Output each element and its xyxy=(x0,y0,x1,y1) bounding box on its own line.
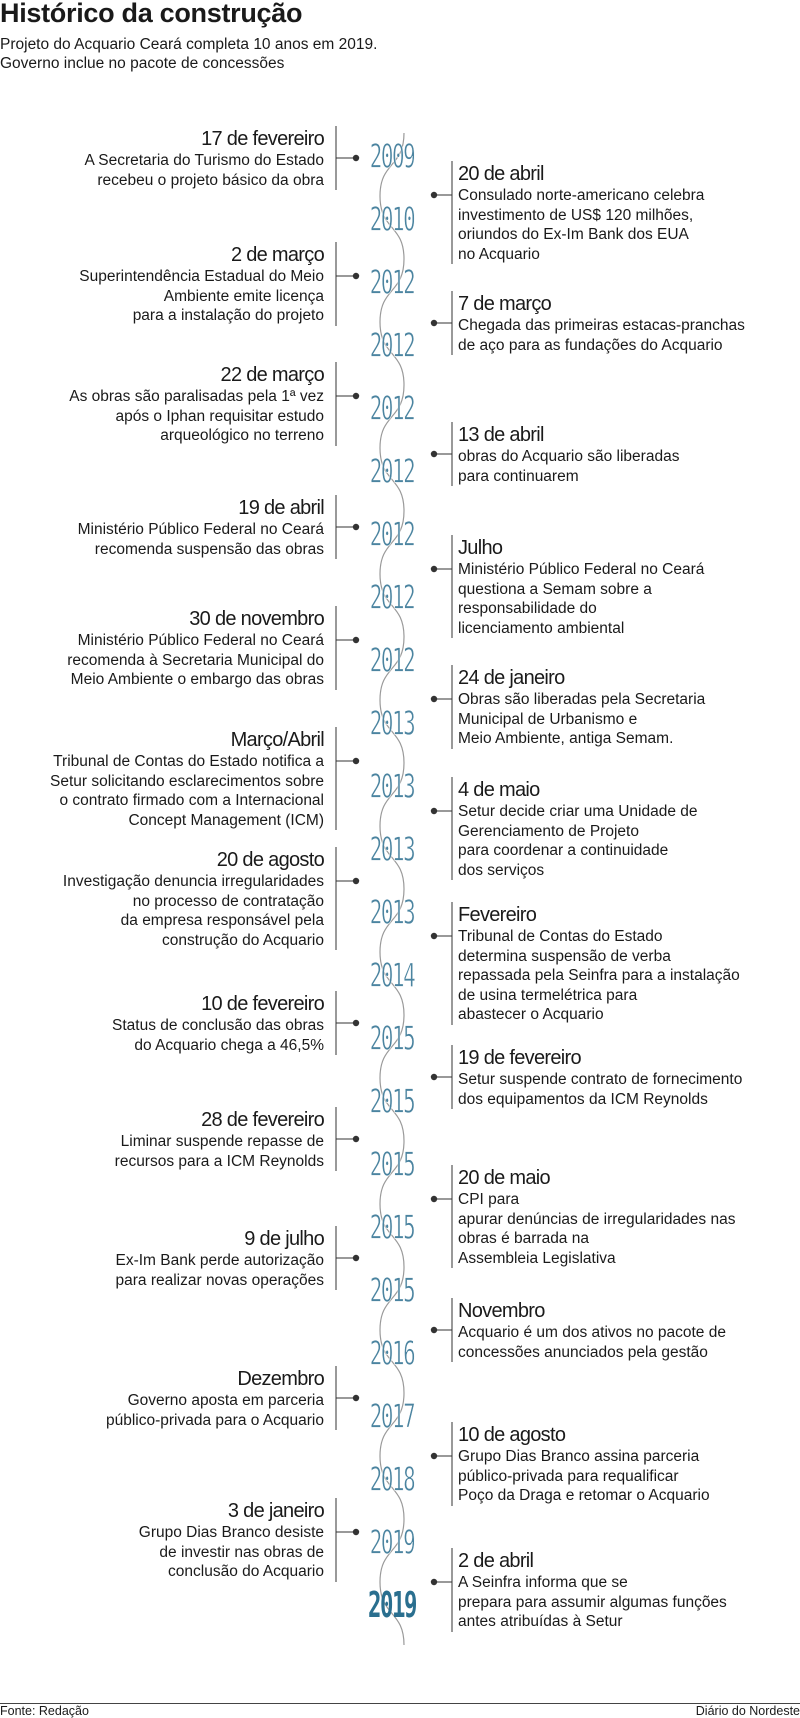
timeline-event xyxy=(458,1424,800,1506)
timeline-event xyxy=(458,424,800,486)
event-connector xyxy=(431,535,452,638)
year-label: 2012 xyxy=(369,388,415,428)
event-description: A Seinfra informa que se prepara para assumir algumas funções antes atribuídas à Setur xyxy=(458,1574,727,1630)
timeline-event xyxy=(0,729,324,830)
event-date: 24 de janeiro xyxy=(458,667,565,689)
timeline-event xyxy=(0,1228,324,1290)
event-connector xyxy=(431,1165,452,1268)
publisher-credit: Diário do Nordeste xyxy=(695,1704,800,1718)
event-date: 13 de abril xyxy=(458,424,544,446)
event-description: Grupo Dias Branco assina parceria público-privada para requalificar Poço da Draga e retomar o Acquario xyxy=(458,1448,710,1504)
year-label: 2015 xyxy=(369,1018,415,1058)
timeline-event xyxy=(0,1368,324,1430)
year-label: 2015 xyxy=(369,1144,415,1184)
event-description: Ministério Público Federal no Ceará questiona a Semam sobre a responsabilidade do licenciamento ambiental xyxy=(458,561,705,637)
event-description: Consulado norte-americano celebra investimento de US$ 120 milhões, oriundos do Ex-Im Bank dos EUA no Acquario xyxy=(458,187,705,263)
event-date: 7 de março xyxy=(458,293,552,315)
timeline-event xyxy=(458,163,800,264)
event-connector xyxy=(431,1548,452,1632)
event-connector xyxy=(336,606,359,690)
event-date: Novembro xyxy=(458,1300,545,1322)
event-connector xyxy=(431,777,452,880)
event-date: 20 de agosto xyxy=(216,849,324,871)
event-connector xyxy=(336,242,359,326)
event-description: Grupo Dias Branco desiste de investir nas obras de conclusão do Acquario xyxy=(138,1524,324,1580)
event-date: 4 de maio xyxy=(458,779,540,801)
year-label: 2016 xyxy=(369,1333,415,1373)
event-connector xyxy=(336,126,359,190)
year-label: 2009 xyxy=(369,136,415,176)
event-connector xyxy=(336,1366,359,1430)
event-date: 20 de abril xyxy=(458,163,544,185)
event-date: 3 de janeiro xyxy=(227,1500,324,1522)
event-date: 22 de março xyxy=(220,364,324,386)
event-date: 10 de fevereiro xyxy=(201,993,324,1015)
event-connector xyxy=(336,1107,359,1171)
year-label: 2012 xyxy=(369,514,415,554)
event-description: Ex-Im Bank perde autorização para realizar novas operações xyxy=(115,1252,324,1289)
year-label: 2013 xyxy=(369,703,415,743)
event-connector xyxy=(431,422,452,486)
event-date: Dezembro xyxy=(237,1368,324,1390)
page-subtitle: Projeto do Acquario Ceará completa 10 anos em 2019. Governo inclue no pacote de concessões xyxy=(0,36,378,72)
event-description: Superintendência Estadual do Meio Ambiente emite licença para a instalação do projeto xyxy=(79,268,324,324)
year-label: 2017 xyxy=(369,1396,415,1436)
timeline-event xyxy=(0,364,324,446)
event-date: Março/Abril xyxy=(230,729,324,751)
event-description: Investigação denuncia irregularidades no processo de contratação da empresa responsável pela construção do Acquario xyxy=(62,873,324,949)
event-description: As obras são paralisadas pela 1ª vez após o Iphan requisitar estudo arqueológico no terreno xyxy=(69,388,324,444)
year-label: 2015 xyxy=(369,1081,415,1121)
event-description: Obras são liberadas pela Secretaria Municipal de Urbanismo e Meio Ambiente, antiga Semam. xyxy=(458,691,706,747)
event-date: 17 de fevereiro xyxy=(201,128,324,150)
event-description: Tribunal de Contas do Estado determina suspensão de verba repassada pela Seinfra para a instalação de usina termelétrica para abastecer o Acquario xyxy=(458,928,740,1023)
event-date: Fevereiro xyxy=(458,904,537,926)
event-connector xyxy=(431,1422,452,1506)
event-description: Status de conclusão das obras do Acquario chega a 46,5% xyxy=(112,1017,324,1054)
event-connector xyxy=(431,1045,452,1109)
event-connector xyxy=(336,991,359,1055)
event-connector xyxy=(431,1298,452,1362)
timeline-event xyxy=(458,1047,800,1109)
event-description: A Secretaria do Turismo do Estado recebeu o projeto básico da obra xyxy=(84,152,324,189)
event-date: 19 de fevereiro xyxy=(458,1047,581,1069)
timeline-event xyxy=(0,497,324,559)
event-date: 30 de novembro xyxy=(189,608,324,630)
timeline-event xyxy=(0,244,324,326)
event-description: CPI para apurar denúncias de irregularidades nas obras é barrada na Assembleia Legislativa xyxy=(458,1191,736,1267)
footer-divider xyxy=(0,1703,800,1704)
timeline-event xyxy=(458,1300,800,1362)
event-connector xyxy=(431,161,452,264)
event-connector xyxy=(336,495,359,559)
event-description: Tribunal de Contas do Estado notifica a Setur solicitando esclarecimentos sobre o contrato firmado com a Internacional Concept Management (ICM) xyxy=(50,753,324,829)
year-label: 2013 xyxy=(369,829,415,869)
timeline-event xyxy=(0,1109,324,1171)
event-description: Chegada das primeiras estacas-pranchas de aço para as fundações do Acquario xyxy=(458,317,745,354)
year-label: 2012 xyxy=(369,577,415,617)
event-description: Ministério Público Federal no Ceará recomenda à Secretaria Municipal do Meio Ambiente o embargo das obras xyxy=(67,632,324,688)
timeline-event xyxy=(0,1500,324,1582)
event-description: Setur decide criar uma Unidade de Gerenciamento de Projeto para coordenar a continuidade dos serviços xyxy=(458,803,698,879)
timeline-event xyxy=(0,993,324,1055)
event-connector xyxy=(336,847,359,950)
event-description: Ministério Público Federal no Ceará recomenda suspensão das obras xyxy=(77,521,324,558)
source-note: Fonte: Redação xyxy=(0,1704,89,1718)
timeline-event xyxy=(458,667,800,749)
event-connector xyxy=(431,902,452,1025)
event-date: 19 de abril xyxy=(238,497,324,519)
timeline-event xyxy=(458,904,800,1025)
event-date: 2 de março xyxy=(230,244,324,266)
event-date: 9 de julho xyxy=(244,1228,324,1250)
timeline-event xyxy=(458,1167,800,1268)
year-label: 2015 xyxy=(369,1207,415,1247)
event-date: 2 de abril xyxy=(458,1550,534,1572)
year-label: 2019 xyxy=(369,1522,415,1562)
event-description: Governo aposta em parceria público-privada para o Acquario xyxy=(106,1392,324,1429)
year-label: 2014 xyxy=(369,955,415,995)
year-label: 2010 xyxy=(369,199,415,239)
event-date: 28 de fevereiro xyxy=(201,1109,324,1131)
year-label: 2018 xyxy=(369,1459,415,1499)
timeline-event xyxy=(458,537,800,638)
timeline-event xyxy=(0,128,324,190)
year-label: 2019 xyxy=(368,1584,416,1627)
year-label: 2015 xyxy=(369,1270,415,1310)
event-description: obras do Acquario são liberadas para continuarem xyxy=(458,448,680,485)
event-connector xyxy=(336,1498,359,1582)
year-label: 2012 xyxy=(369,451,415,491)
timeline-event xyxy=(0,608,324,690)
year-label: 2012 xyxy=(369,262,415,302)
timeline-event xyxy=(458,779,800,880)
event-date: 10 de agosto xyxy=(458,1424,566,1446)
event-connector xyxy=(336,1226,359,1290)
event-description: Liminar suspende repasse de recursos para a ICM Reynolds xyxy=(114,1133,324,1170)
timeline-event xyxy=(458,293,800,355)
page-title: Histórico da construção xyxy=(0,0,303,28)
event-connector xyxy=(336,727,359,830)
event-description: Acquario é um dos ativos no pacote de concessões anunciados pela gestão xyxy=(458,1324,726,1361)
year-label: 2013 xyxy=(369,766,415,806)
event-connector xyxy=(431,665,452,749)
timeline-event xyxy=(458,1550,800,1632)
event-connector xyxy=(336,362,359,446)
timeline-event xyxy=(0,849,324,950)
event-date: 20 de maio xyxy=(458,1167,550,1189)
event-description: Setur suspende contrato de fornecimento dos equipamentos da ICM Reynolds xyxy=(458,1071,743,1108)
event-connector xyxy=(431,291,452,355)
year-label: 2013 xyxy=(369,892,415,932)
event-date: Julho xyxy=(458,537,503,559)
year-label: 2012 xyxy=(369,325,415,365)
year-label: 2012 xyxy=(369,640,415,680)
